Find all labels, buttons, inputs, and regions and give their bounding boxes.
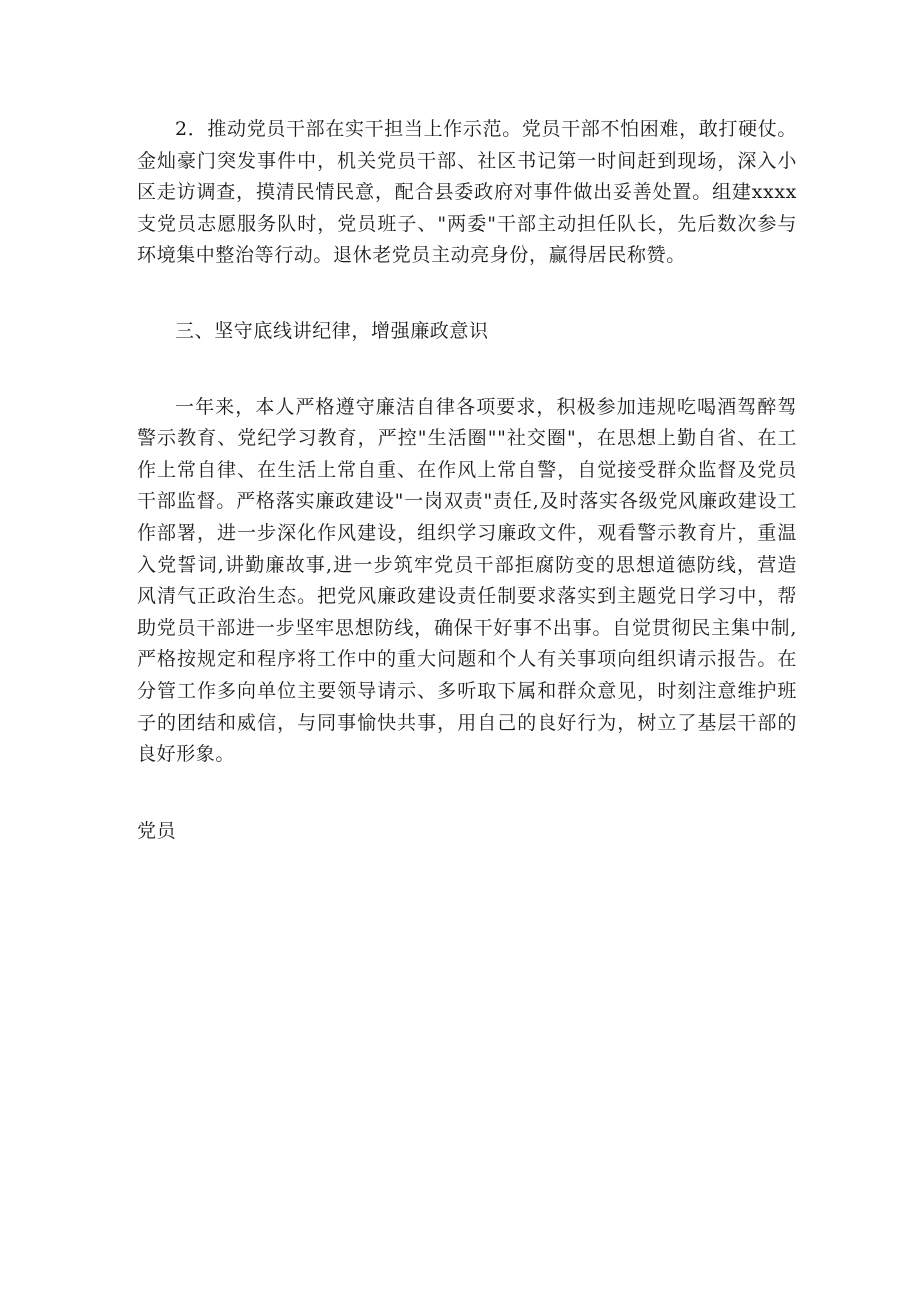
section-heading-discipline: 三、坚守底线讲纪律，增强廉政意识: [175, 319, 489, 342]
trailing-text: 党员: [137, 819, 177, 842]
paragraph-integrity-awareness: 一年来，本人严格遵守廉洁自律各项要求，积极参加违规吃喝酒驾醉驾警示教育、党纪学习教育，严控"生活圈""社交圈"，在思想上勤自省、在工作上常自律、在生活上常自重、在作风上常自警，自觉接受群众监督及党员干部监督。严格落实廉政建设"一岗双责"责任,及时落实各级党风廉政建设工作部署，进一步深化作风建设，组织学习廉政文件，观看警示教育片，重温入党誓词,讲勤廉故事,进一步筑牢党员干部拒腐防变的思想道德防线，营造风清气正政治生态。把党风廉政建设责任制要求落实到主题党日学习中，帮助党员干部进一步坚牢思想防线，确保干好事不出事。自觉贯彻民主集中制,严格按规定和程序将工作中的重大问题和个人有关事项向组织请示报告。在分管工作多向单位主要领导请示、多听取下属和群众意见，时刻注意维护班子的团结和威信，与同事愉快共事，用自己的良好行为，树立了基层干部的良好形象。: [137, 395, 797, 766]
paragraph-party-cadres-demonstration: 2．推动党员干部在实干担当上作示范。党员干部不怕困难，敢打硬仗。金灿豪门突发事件中，机关党员干部、社区书记第一时间赶到现场，深入小区走访调查，摸清民情民意，配合县委政府对事件做出妥善处置。组建xxxx支党员志愿服务队时，党员班子、"两委"干部主动担任队长，先后数次参与环境集中整治等行动。退休老党员主动亮身份，赢得居民称赞。: [137, 118, 797, 267]
document-body: [137, 114, 797, 847]
